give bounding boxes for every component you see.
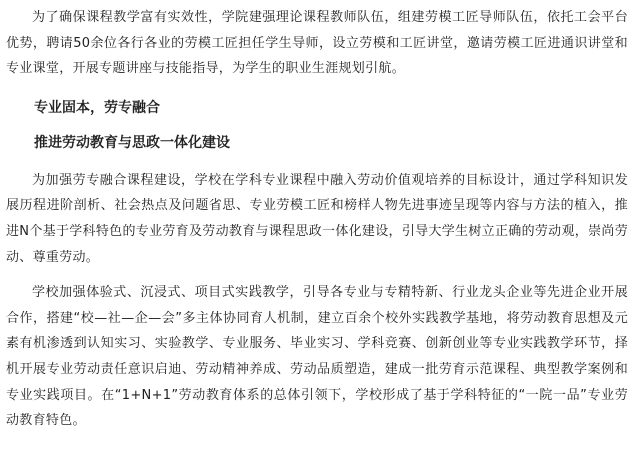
paragraph-practice-teaching: 学校加强体验式、沉浸式、项目式实践教学，引导各专业与专精特新、行业龙头企业等先进企业开展合作，搭建“校—社—企—会”多主体协同育人机制，建立百余个校外实践教学基地，将劳动教育思想及元素有机渗透到认知实习、实验教学、专业服务、毕业实习、学科竞赛、创新创业等专业实践教学环节，择机开展专业劳动责任意识启迪、劳动精神养成、劳动品质塑造，建成一批劳育示范课程、典型教学案例和专业实践项目。在“1+N+1”劳动教育体系的总体引领下，学校形成了基于学科特征的“一院一品”专业劳动教育特色。 — [6, 285, 628, 429]
subsection-heading: 推进劳动教育与思政一体化建设 — [34, 134, 230, 151]
section-heading: 专业固本，劳专融合 — [34, 99, 160, 116]
paragraph-curriculum-integration: 为加强劳专融合课程建设，学校在学科专业课程中融入劳动价值观培养的目标设计，通过学科知识发展历程进阶剖析、社会热点及问题省思、专业劳模工匠和榜样人物先进事迹呈现等内容与方法的植入，推进N个基于学科特色的专业劳育及劳动教育与课程思政一体化建设，引导大学生树立正确的劳动观，崇尚劳动、尊重劳动。 — [6, 172, 628, 265]
paragraph-mentor-team: 为了确保课程教学富有实效性，学院建强理论课程教师队伍，组建劳模工匠导师队伍，依托工会平台优势，聘请50余位各行各业的劳模工匠担任学生导师，设立劳模和工匠讲堂，邀请劳模工匠进通识讲堂和专业课堂，开展专题讲座与技能指导，为学生的职业生涯规划引航。 — [6, 10, 628, 77]
